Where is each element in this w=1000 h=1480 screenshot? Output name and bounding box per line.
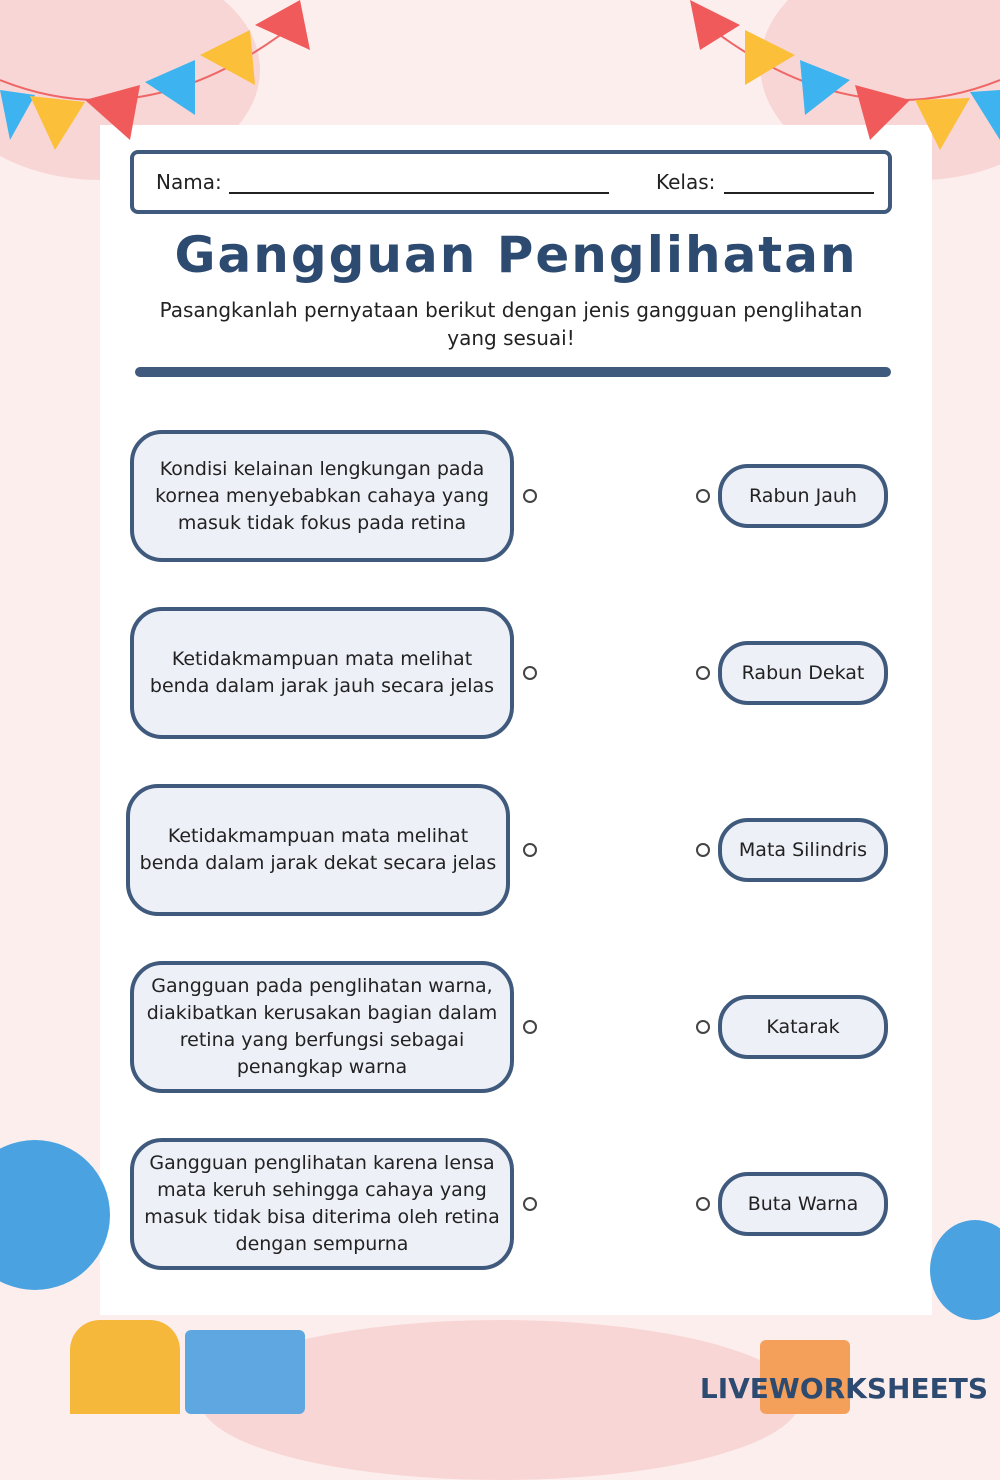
answer-card: Rabun Jauh (718, 464, 888, 528)
match-dot-right[interactable] (696, 1197, 710, 1211)
match-dot-right[interactable] (696, 666, 710, 680)
instruction-text: Pasangkanlah pernyataan berikut dengan jenis gangguan penglihatan yang sesuai! (159, 298, 863, 350)
match-dot-right[interactable] (696, 1020, 710, 1034)
globe-decoration (0, 1140, 110, 1290)
student-info-box (130, 150, 892, 214)
match-dot-right[interactable] (696, 489, 710, 503)
answer-card: Mata Silindris (718, 818, 888, 882)
match-dot-left[interactable] (523, 843, 537, 857)
name-label: Nama: (156, 170, 222, 194)
name-field[interactable] (229, 192, 609, 194)
class-field[interactable] (724, 192, 874, 194)
answer-card: Katarak (718, 995, 888, 1059)
match-dot-right[interactable] (696, 843, 710, 857)
globe-decoration (930, 1220, 1000, 1320)
answer-card: Buta Warna (718, 1172, 888, 1236)
statement-card: Ketidakmampuan mata melihat benda dalam jarak dekat secara jelas (126, 784, 510, 916)
match-dot-left[interactable] (523, 1020, 537, 1034)
books-decoration (185, 1330, 305, 1414)
match-dot-left[interactable] (523, 489, 537, 503)
page-title: Gangguan Penglihatan (174, 226, 858, 284)
match-dot-left[interactable] (523, 1197, 537, 1211)
statement-card: Gangguan pada penglihatan warna, diakibatkan kerusakan bagian dalam retina yang berfungsi sebagai penangkap warna (130, 961, 514, 1093)
match-dot-left[interactable] (523, 666, 537, 680)
statement-card: Ketidakmampuan mata melihat benda dalam jarak jauh secara jelas (130, 607, 514, 739)
class-label: Kelas: (656, 170, 716, 194)
divider (135, 367, 891, 377)
answer-card: Rabun Dekat (718, 641, 888, 705)
backpack-decoration (70, 1320, 180, 1414)
brand-logo: LIVEWORKSHEETS (699, 1372, 988, 1405)
statement-card: Kondisi kelainan lengkungan pada kornea menyebabkan cahaya yang masuk tidak fokus pada retina (130, 430, 514, 562)
statement-card: Gangguan penglihatan karena lensa mata keruh sehingga cahaya yang masuk tidak bisa diterima oleh retina dengan sempurna (130, 1138, 514, 1270)
